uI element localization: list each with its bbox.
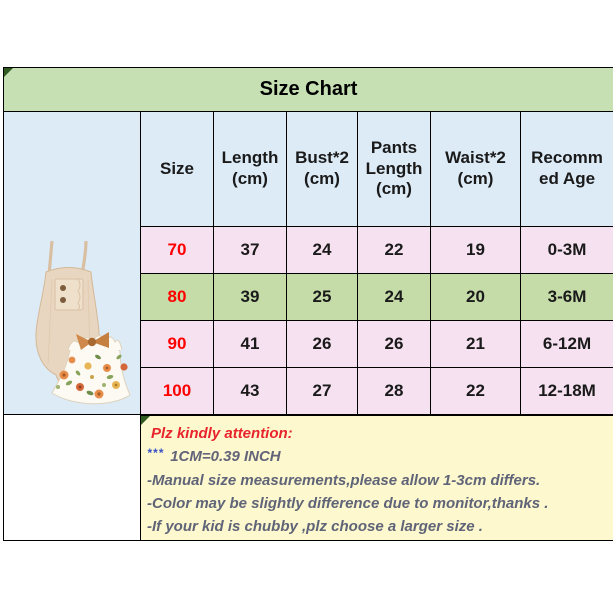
waist-cell: 22 xyxy=(431,368,521,415)
empty-bottom-left-cell xyxy=(4,415,141,541)
col-header-pants-length: Pants Length (cm) xyxy=(358,112,431,227)
cell-corner-marker-icon xyxy=(4,68,13,77)
waist-cell: 20 xyxy=(431,274,521,321)
length-cell: 43 xyxy=(214,368,287,415)
note-line: -Manual size measurements,please allow 1-3cm differs. xyxy=(147,471,541,489)
length-cell: 39 xyxy=(214,274,287,321)
note-line: -If your kid is chubby ,plz choose a larger size . xyxy=(147,517,483,535)
length-cell: 37 xyxy=(214,227,287,274)
size-cell: 70 xyxy=(141,227,214,274)
size-chart-table xyxy=(3,67,613,541)
cell-corner-marker-icon xyxy=(141,416,150,425)
notes-heading: Plz kindly attention: xyxy=(151,424,293,442)
age-cell: 6-12M xyxy=(521,321,613,368)
bust-cell: 26 xyxy=(287,321,358,368)
size-cell: 80 xyxy=(141,274,214,321)
waist-cell: 19 xyxy=(431,227,521,274)
pants-length-cell: 24 xyxy=(358,274,431,321)
chart-title xyxy=(4,68,613,112)
notes-row xyxy=(4,415,613,541)
age-cell: 3-6M xyxy=(521,274,613,321)
bust-cell: 25 xyxy=(287,274,358,321)
note-line: -Color may be slightly difference due to monitor,thanks . xyxy=(147,494,549,512)
asterisks-marker: *** xyxy=(147,445,165,460)
col-header-size: Size xyxy=(141,112,214,227)
chart-title-text: Size Chart xyxy=(259,78,358,100)
header-row xyxy=(4,112,613,227)
title-row xyxy=(4,68,613,112)
col-header-bust: Bust*2 (cm) xyxy=(287,112,358,227)
age-cell: 12-18M xyxy=(521,368,613,415)
age-cell: 0-3M xyxy=(521,227,613,274)
col-header-waist: Waist*2 (cm) xyxy=(431,112,521,227)
bust-cell: 24 xyxy=(287,227,358,274)
size-cell: 90 xyxy=(141,321,214,368)
pants-length-cell: 22 xyxy=(358,227,431,274)
pants-length-cell: 26 xyxy=(358,321,431,368)
length-cell: 41 xyxy=(214,321,287,368)
col-header-recommended-age: Recomm ed Age xyxy=(521,112,613,227)
pants-length-cell: 28 xyxy=(358,368,431,415)
attention-notes xyxy=(141,415,613,541)
bust-cell: 27 xyxy=(287,368,358,415)
size-cell: 100 xyxy=(141,368,214,415)
product-photo xyxy=(6,227,138,413)
cm-inch-conversion: *** 1CM=0.39 INCH xyxy=(147,445,281,465)
waist-cell: 21 xyxy=(431,321,521,368)
col-header-length: Length (cm) xyxy=(214,112,287,227)
product-photo-cell xyxy=(4,112,141,415)
